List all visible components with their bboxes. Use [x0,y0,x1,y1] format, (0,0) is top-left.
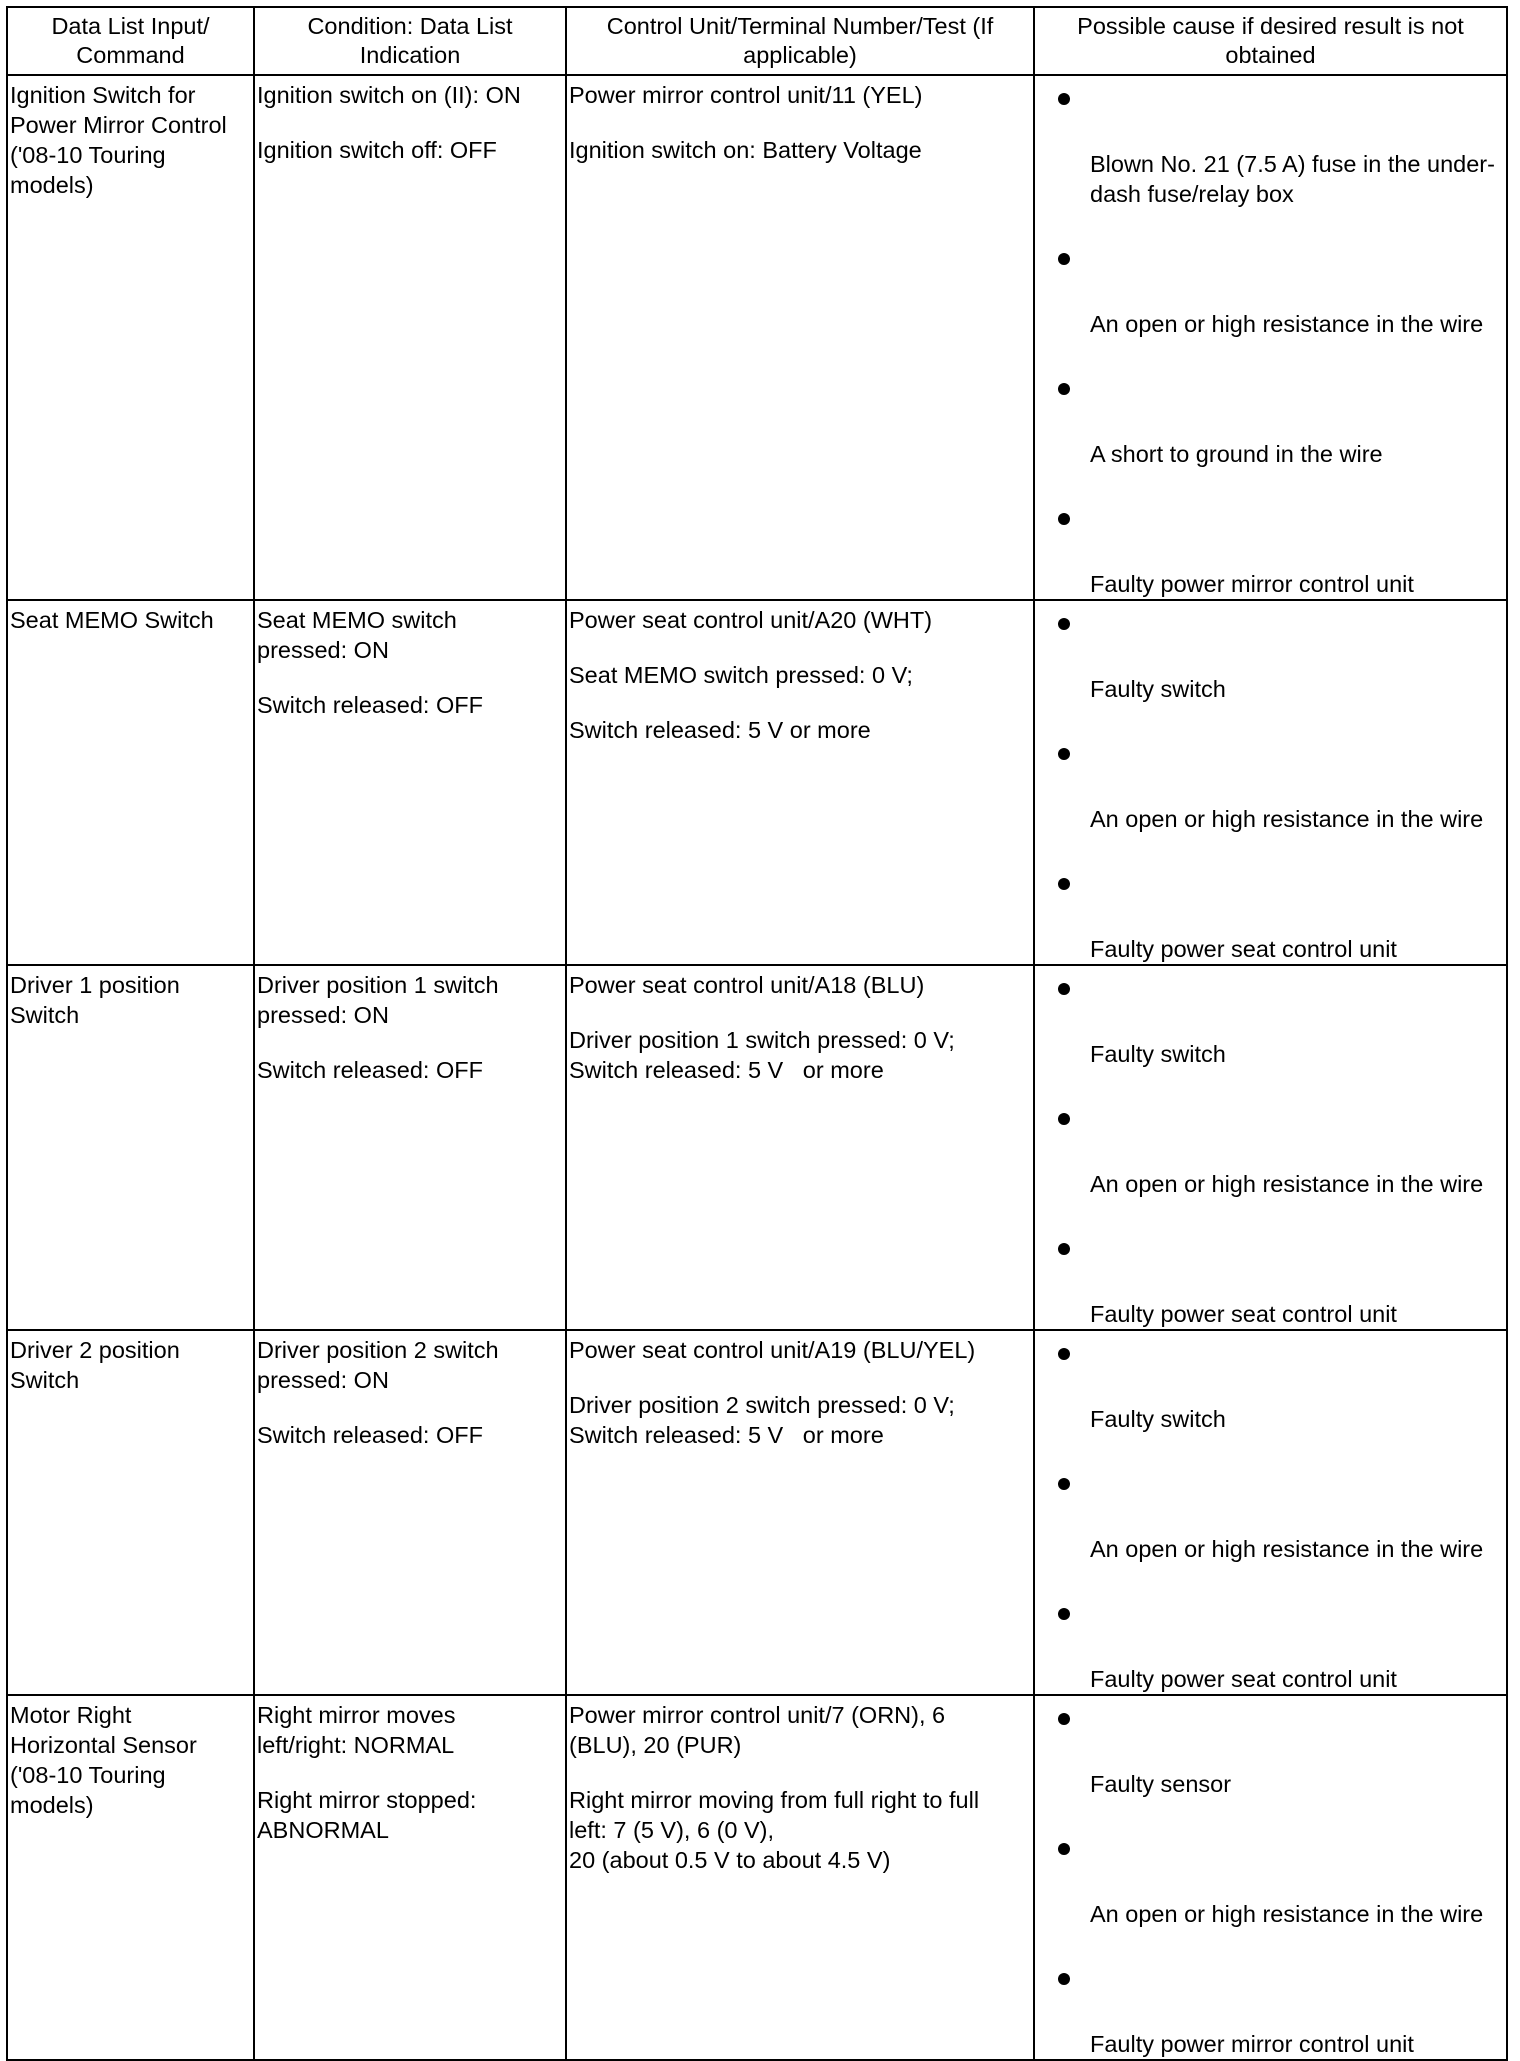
cause-text: Faulty power mirror control unit [1090,571,1414,597]
cell-possible-cause [1034,75,1507,600]
condition-text: Switch released: OFF [257,692,483,718]
cell-control-unit [566,965,1034,1330]
cell-control-unit [566,75,1034,600]
condition-text: Seat MEMO switch pressed: ON [257,607,457,663]
bullet-icon [1058,618,1070,630]
condition-text: Switch released: OFF [257,1422,483,1448]
bullet-icon [1058,1348,1070,1360]
input-text: Driver 1 position Switch [10,972,180,1028]
header-input-command: Data List Input/ Command [7,7,254,75]
header-possible-cause: Possible cause if desired result is not obtained [1034,7,1507,75]
bullet-icon [1058,1973,1070,1985]
cause-text: Faulty power mirror control unit [1090,2031,1414,2057]
cause-item [1037,93,1504,209]
control-text: Power seat control unit/A20 (WHT) [569,607,933,633]
cause-item [1037,1843,1504,1929]
cell-input [7,965,254,1330]
cause-text: An open or high resistance in the wire [1090,806,1484,832]
cause-item [1037,878,1504,964]
cause-item [1037,1113,1504,1199]
cause-text: A short to ground in the wire [1090,441,1383,467]
condition-text: Ignition switch off: OFF [257,137,497,163]
control-text: Power mirror control unit/11 (YEL) [569,82,923,108]
cause-item [1037,1243,1504,1329]
cause-text: Faulty switch [1090,1406,1226,1432]
control-text: Power seat control unit/A18 (BLU) [569,972,925,998]
cell-input [7,75,254,600]
cell-condition [254,965,566,1330]
cell-control-unit [566,600,1034,965]
cause-item [1037,618,1504,704]
diagnostic-data-list-table [6,6,1508,2061]
cause-item [1037,513,1504,599]
input-text: Ignition Switch for Power Mirror Control ('08-10 Touring models) [10,82,227,198]
cause-item [1037,383,1504,469]
bullet-icon [1058,1243,1070,1255]
table-row [7,600,1507,965]
condition-text: Switch released: OFF [257,1057,483,1083]
cause-text: Faulty switch [1090,1041,1226,1067]
table-row [7,1695,1507,2060]
condition-text: Driver position 1 switch pressed: ON [257,972,499,1028]
cell-input [7,600,254,965]
bullet-icon [1058,748,1070,760]
cell-control-unit [566,1330,1034,1695]
cause-item [1037,1478,1504,1564]
bullet-icon [1058,1713,1070,1725]
cause-text: An open or high resistance in the wire [1090,1171,1484,1197]
bullet-icon [1058,1478,1070,1490]
cell-condition [254,600,566,965]
header-row [7,7,1507,75]
cause-text: Faulty power seat control unit [1090,1666,1397,1692]
cause-text: Faulty power seat control unit [1090,936,1397,962]
table-row [7,75,1507,600]
condition-text: Ignition switch on (II): ON [257,82,521,108]
cell-possible-cause [1034,600,1507,965]
cell-possible-cause [1034,1695,1507,2060]
cause-item [1037,1713,1504,1799]
cause-text: An open or high resistance in the wire [1090,311,1484,337]
input-text: Driver 2 position Switch [10,1337,180,1393]
cell-possible-cause [1034,1330,1507,1695]
cell-condition [254,75,566,600]
bullet-icon [1058,878,1070,890]
cause-item [1037,1608,1504,1694]
cause-text: Blown No. 21 (7.5 A) fuse in the under-dash fuse/relay box [1090,151,1495,207]
bullet-icon [1058,1608,1070,1620]
control-text: Switch released: 5 V or more [569,717,871,743]
bullet-icon [1058,513,1070,525]
cell-condition [254,1330,566,1695]
control-text: Driver position 1 switch pressed: 0 V; Switch released: 5 V or more [569,1027,955,1083]
bullet-icon [1058,253,1070,265]
header-control-unit: Control Unit/Terminal Number/Test (If applicable) [566,7,1034,75]
table-row [7,965,1507,1330]
condition-text: Right mirror moves left/right: NORMAL [257,1702,456,1758]
header-condition: Condition: Data List Indication [254,7,566,75]
cell-possible-cause [1034,965,1507,1330]
table-row [7,1330,1507,1695]
cause-item [1037,983,1504,1069]
condition-text: Right mirror stopped: ABNORMAL [257,1787,477,1843]
cause-text: Faulty power seat control unit [1090,1301,1397,1327]
cause-text: Faulty switch [1090,676,1226,702]
bullet-icon [1058,1843,1070,1855]
cause-text: An open or high resistance in the wire [1090,1901,1484,1927]
bullet-icon [1058,93,1070,105]
cell-input [7,1695,254,2060]
control-text: Power mirror control unit/7 (ORN), 6 (BLU), 20 (PUR) [569,1702,946,1758]
condition-text: Driver position 2 switch pressed: ON [257,1337,499,1393]
cause-item [1037,748,1504,834]
input-text: Motor Right Horizontal Sensor ('08-10 Touring models) [10,1702,197,1818]
cause-text: An open or high resistance in the wire [1090,1536,1484,1562]
bullet-icon [1058,983,1070,995]
control-text: Ignition switch on: Battery Voltage [569,137,922,163]
bullet-icon [1058,383,1070,395]
cell-control-unit [566,1695,1034,2060]
control-text: Right mirror moving from full right to full left: 7 (5 V), 6 (0 V), 20 (about 0.5 V to about 4.5 V) [569,1787,980,1873]
cause-item [1037,1973,1504,2059]
cell-input [7,1330,254,1695]
cause-text: Faulty sensor [1090,1771,1232,1797]
bullet-icon [1058,1113,1070,1125]
cause-item [1037,1348,1504,1434]
control-text: Power seat control unit/A19 (BLU/YEL) [569,1337,976,1363]
input-text: Seat MEMO Switch [10,607,214,633]
cell-condition [254,1695,566,2060]
control-text: Driver position 2 switch pressed: 0 V; Switch released: 5 V or more [569,1392,955,1448]
cause-item [1037,253,1504,339]
control-text: Seat MEMO switch pressed: 0 V; [569,662,913,688]
